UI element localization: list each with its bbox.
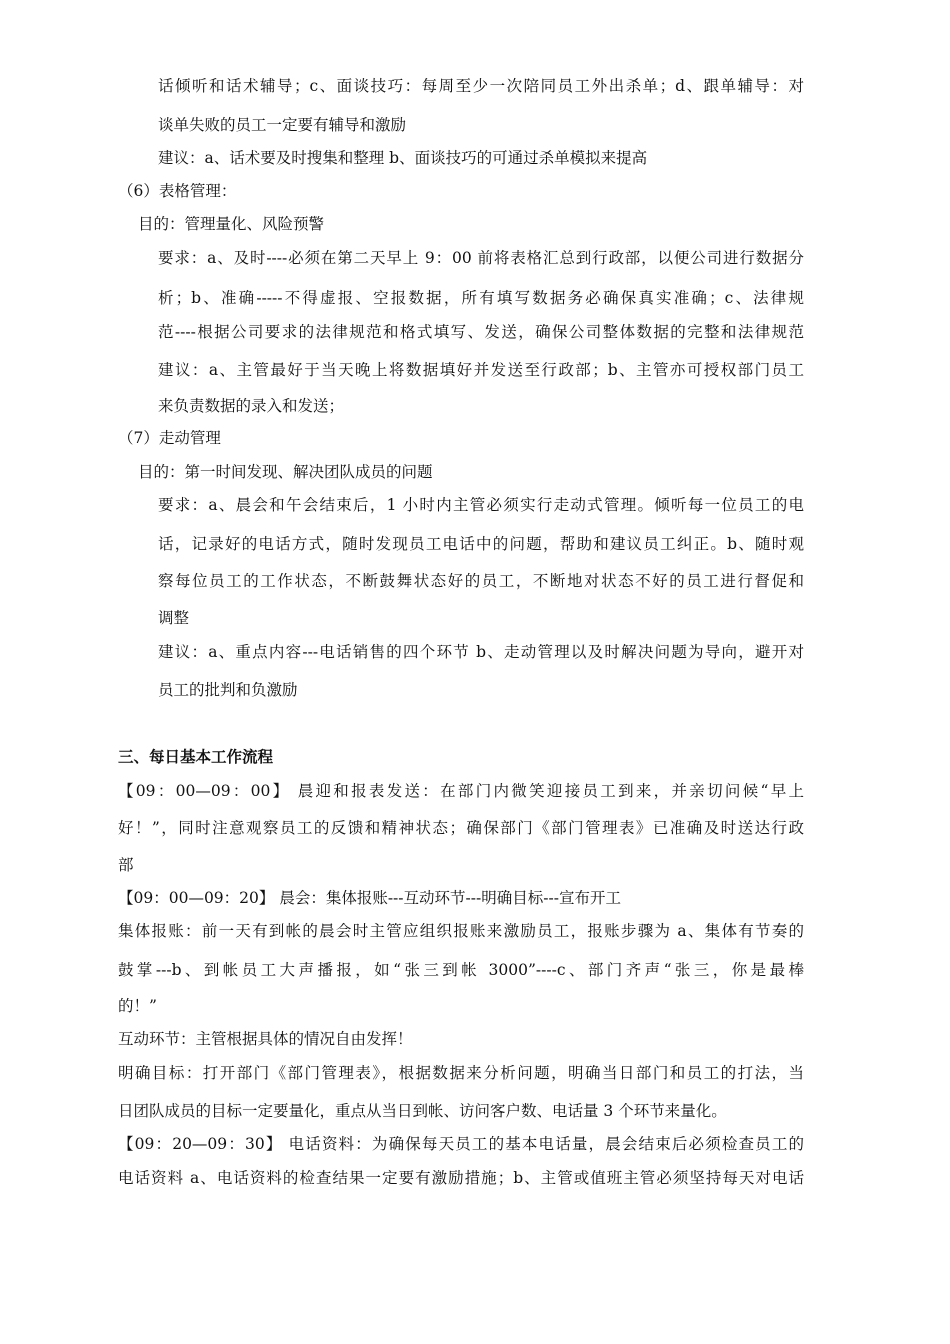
text-line: 析；b、准确-----不得虚报、空报数据，所有填写数据务必确保真实准确；c、法律规 [158, 289, 804, 307]
text-line: 要求：a、及时----必须在第二天早上 9：00 前将表格汇总到行政部，以便公司进行数据分 [158, 249, 804, 267]
text-line: 的！” [118, 997, 157, 1015]
chapter-heading: 三、每日基本工作流程 [118, 748, 274, 766]
text-line: 建议：a、话术要及时搜集和整理 b、面谈技巧的可通过杀单模拟来提高 [158, 149, 648, 167]
text-line: 明确目标：打开部门《部门管理表》，根据数据来分析问题，明确当日部门和员工的打法，当 [118, 1064, 804, 1082]
text-line: 日团队成员的目标一定要量化，重点从当日到帐、访问客户数、电话量 3 个环节来量化。 [118, 1102, 727, 1120]
text-line: 集体报账：前一天有到帐的晨会时主管应组织报账来激励员工，报账步骤为 a、集体有节奏的 [118, 922, 804, 940]
text-line: 察每位员工的工作状态，不断鼓舞状态好的员工，不断地对状态不好的员工进行督促和 [158, 572, 804, 590]
text-line: 范----根据公司要求的法律规范和格式填写、发送，确保公司整体数据的完整和法律规范 [158, 323, 804, 341]
text-line: 要求：a、晨会和午会结束后，1 小时内主管必须实行走动式管理。倾听每一位员工的电 [158, 496, 804, 514]
text-line: 话，记录好的电话方式，随时发现员工电话中的问题，帮助和建议员工纠正。b、随时观 [158, 535, 804, 553]
section-heading: （7）走动管理 [118, 429, 221, 447]
section-heading: （6）表格管理： [118, 182, 237, 200]
text-line: 目的：管理量化、风险预警 [138, 215, 325, 233]
text-line: 调整 [158, 609, 190, 627]
text-line: 目的：第一时间发现、解决团队成员的问题 [138, 463, 433, 481]
text-line: 鼓掌---b、到帐员工大声播报，如“张三到帐 3000”----c、部门齐声“张三，你是最棒 [118, 961, 804, 979]
text-line: 互动环节：主管根据具体的情况自由发挥！ [118, 1030, 413, 1048]
text-line: 话倾听和话术辅导；c、面谈技巧：每周至少一次陪同员工外出杀单；d、跟单辅导：对 [158, 77, 804, 95]
text-line: 好！”，同时注意观察员工的反馈和精神状态；确保部门《部门管理表》已准确及时送达行政 [118, 819, 804, 837]
text-line: 电话资料 a、电话资料的检查结果一定要有激励措施；b、主管或值班主管必须坚持每天对电话 [118, 1169, 804, 1187]
text-line: 来负责数据的录入和发送； [158, 397, 345, 415]
text-line: 员工的批判和负激励 [158, 681, 298, 699]
text-line: 建议：a、主管最好于当天晚上将数据填好并发送至行政部；b、主管亦可授权部门员工 [158, 361, 804, 379]
text-line: 【09：00—09：00】 晨迎和报表发送：在部门内微笑迎接员工到来，并亲切问候“早上 [118, 782, 804, 800]
text-line: 谈单失败的员工一定要有辅导和激励 [158, 116, 407, 134]
text-line: 建议：a、重点内容---电话销售的四个环节 b、走动管理以及时解决问题为导向，避开对 [158, 643, 804, 661]
text-line: 【09：00—09：20】 晨会：集体报账---互动环节---明确目标---宣布开工 [118, 889, 621, 907]
text-line: 部 [118, 856, 134, 874]
text-line: 【09：20—09：30】 电话资料：为确保每天员工的基本电话量，晨会结束后必须检查员工的 [118, 1135, 804, 1153]
